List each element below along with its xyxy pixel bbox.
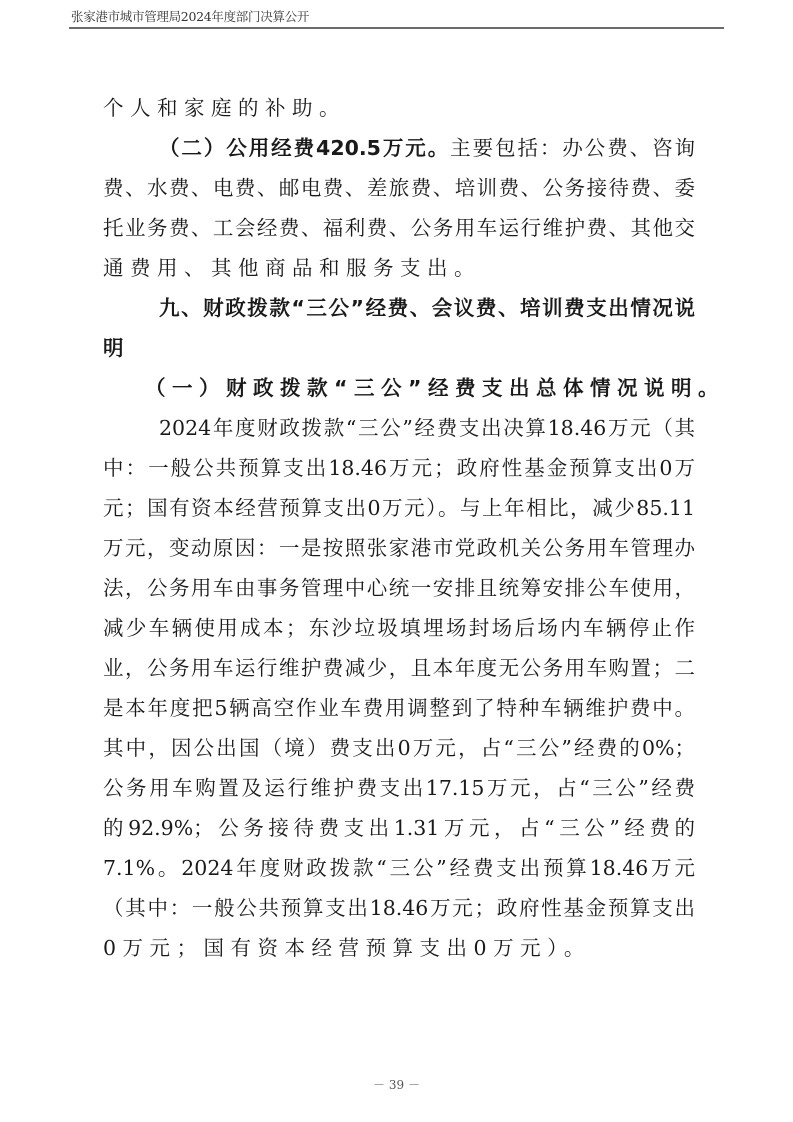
line-text: 明	[103, 336, 130, 360]
line-text: 万元，变动原因：一是按照张家港市党政机关公务用车管理办	[103, 536, 695, 560]
paragraph-line	[103, 768, 695, 808]
section-heading-nine	[103, 288, 695, 328]
paragraph-line	[103, 608, 695, 648]
paragraph-line	[103, 248, 695, 288]
line-text: （一）财政拨款“三公”经费支出总体情况说明。	[145, 376, 725, 400]
page-header	[69, 9, 724, 29]
line-text: 费、水费、电费、邮电费、差旅费、培训费、公务接待费、委	[103, 176, 695, 200]
line-text: 九、财政拨款“三公”经费、会议费、培训费支出情况说	[159, 296, 695, 320]
section-rest: 主要包括：办公费、咨询	[450, 136, 696, 160]
line-text: 其中，因公出国（境）费支出0万元，占“三公”经费的0%；	[103, 736, 695, 760]
paragraph-line	[103, 528, 695, 568]
line-text: 减少车辆使用成本；东沙垃圾填埋场封场后场内车辆停止作	[103, 616, 695, 640]
paragraph-line	[103, 688, 695, 728]
line-text: 元；国有资本经营预算支出0万元）。与上年相比，减少85.11	[103, 496, 695, 520]
line-text: 的92.9%；公务接待费支出1.31万元，占“三公”经费的	[103, 816, 695, 840]
paragraph-line	[103, 928, 695, 968]
page-number: － 39 －	[373, 1078, 420, 1092]
section-heading-nine-cont	[103, 328, 695, 368]
line-text: 通费用、其他商品和服务支出。	[103, 256, 481, 280]
header-divider	[69, 27, 724, 29]
section-heading-public-funds	[103, 128, 695, 168]
paragraph-line	[103, 168, 695, 208]
line-text: 0万元；国有资本经营预算支出0万元）。	[103, 936, 591, 960]
line-text: 是本年度把5辆高空作业车费用调整到了特种车辆维护费中。	[103, 696, 695, 720]
section-label: （二）公用经费420.5万元。	[159, 136, 451, 160]
line-text: 中：一般公共预算支出18.46万元；政府性基金预算支出0万	[103, 456, 695, 480]
paragraph-line	[103, 888, 695, 928]
subsection-heading-one	[103, 368, 725, 408]
line-text: 2024年度财政拨款“三公”经费支出决算18.46万元（其	[159, 416, 695, 440]
paragraph-line	[103, 808, 695, 848]
paragraph-line	[103, 728, 695, 768]
line-text: 个人和家庭的补助。	[103, 96, 346, 120]
paragraph-line	[103, 568, 695, 608]
paragraph-line	[103, 488, 695, 528]
line-text: 托业务费、工会经费、福利费、公务用车运行维护费、其他交	[103, 216, 695, 240]
paragraph-line	[103, 648, 695, 688]
paragraph-line	[103, 448, 695, 488]
line-text: （其中：一般公共预算支出18.46万元；政府性基金预算支出	[103, 896, 695, 920]
paragraph-line	[103, 208, 695, 248]
paragraph-line	[103, 88, 695, 128]
document-body	[103, 88, 725, 968]
line-text: 法，公务用车由事务管理中心统一安排且统筹安排公车使用，	[103, 576, 695, 600]
paragraph-line	[103, 848, 695, 888]
line-text	[159, 128, 695, 168]
line-text: 7.1%。2024年度财政拨款“三公”经费支出预算18.46万元	[103, 856, 695, 880]
paragraph-line	[103, 408, 695, 448]
header-title: 张家港市城市管理局2024年度部门决算公开	[71, 9, 310, 24]
line-text: 业，公务用车运行维护费减少，且本年度无公务用车购置；二	[103, 656, 695, 680]
line-text: 公务用车购置及运行维护费支出17.15万元，占“三公”经费	[103, 776, 695, 800]
